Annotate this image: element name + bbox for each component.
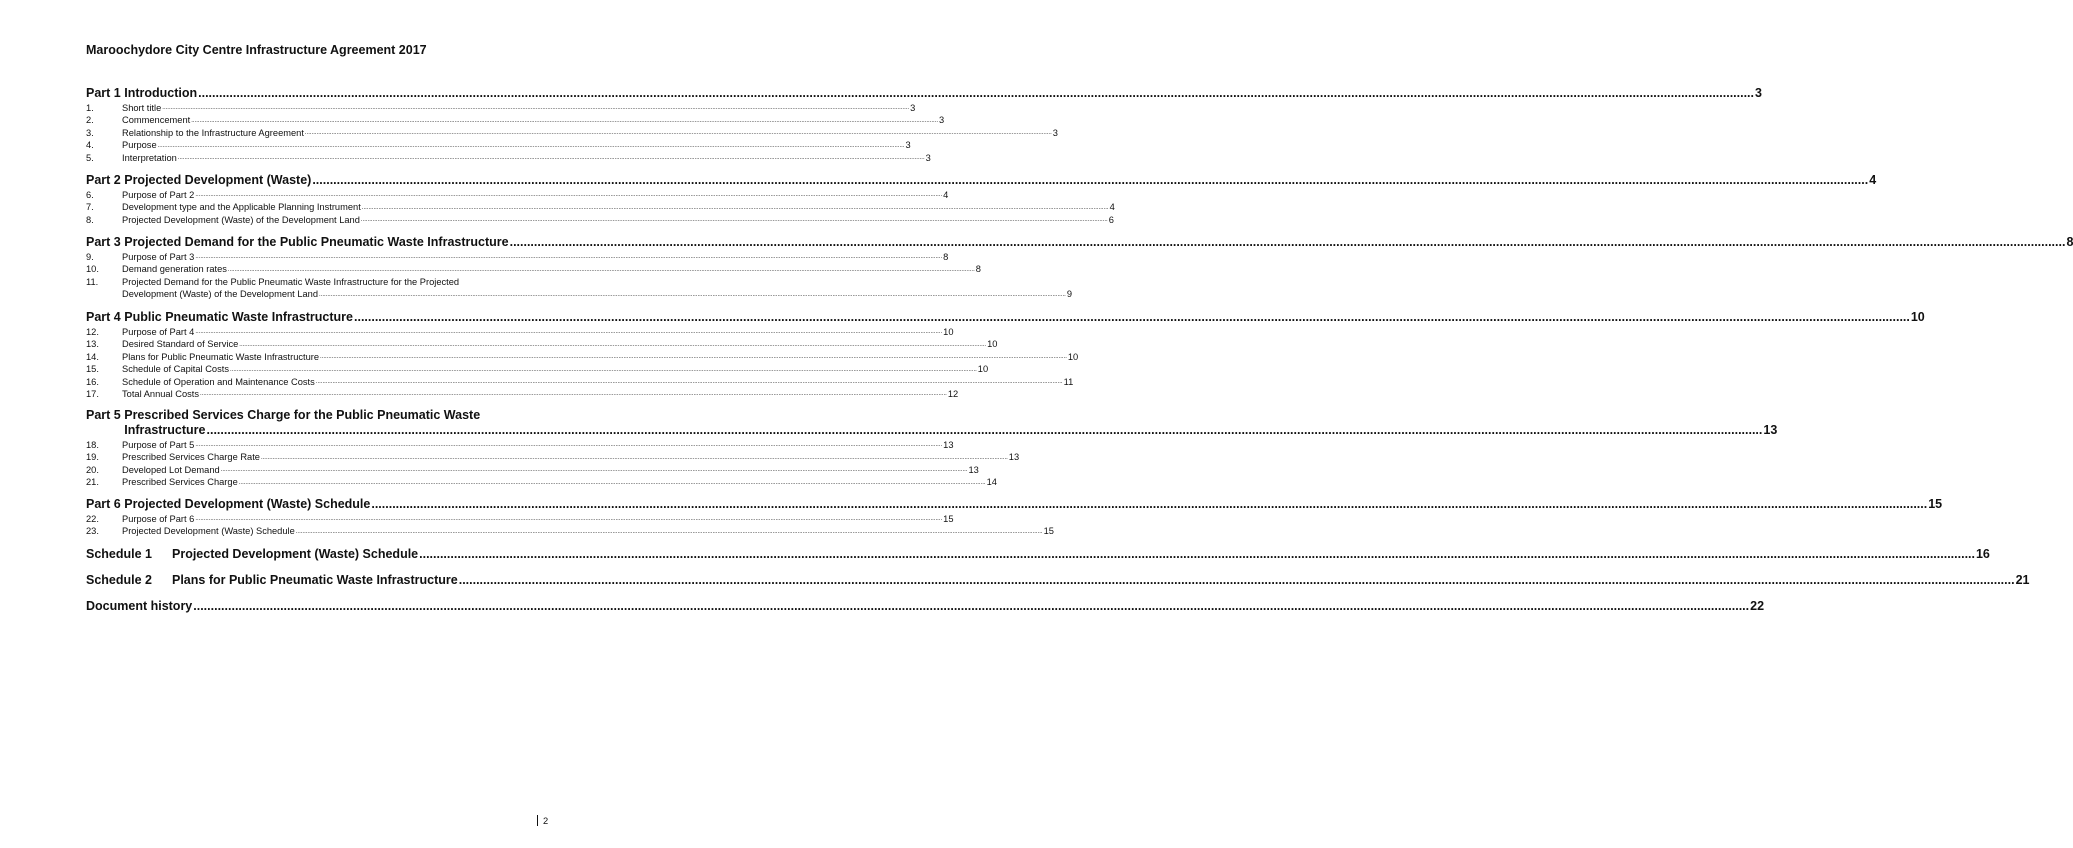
- history-page: 22: [1750, 599, 1765, 613]
- entry-text: Desired Standard of Service: [122, 339, 239, 350]
- toc-part-3: [86, 235, 2073, 301]
- entry-number: 23.: [86, 526, 99, 537]
- entry-text: Development type and the Applicable Planning Instrument: [122, 202, 361, 213]
- entry-text: Plans for Public Pneumatic Waste Infrastructure: [122, 351, 320, 362]
- entry-text: Purpose of Part 3: [122, 252, 195, 262]
- entry-text: Projected Demand for the Public Pneumatic Waste Infrastructure for the Projected: [122, 276, 460, 287]
- dot-leader: [230, 364, 977, 376]
- entry-number: 21.: [86, 477, 99, 488]
- part-page: 8: [2066, 235, 2073, 249]
- dot-leader: [195, 326, 942, 338]
- schedule-label: Schedule 2: [86, 573, 152, 587]
- toc-entry[interactable]: [86, 152, 931, 164]
- dot-leader: [221, 464, 968, 476]
- dot-leader: [362, 202, 1109, 214]
- schedule-heading[interactable]: [86, 547, 1990, 562]
- part-page: 10: [1910, 310, 1925, 324]
- toc-part-4: [86, 310, 1925, 400]
- toc-schedule-2: [86, 573, 2030, 588]
- entry-number: 2.: [86, 115, 94, 126]
- entry-number: 12.: [86, 327, 99, 337]
- dot-leader: [200, 388, 947, 400]
- schedule-title: Plans for Public Pneumatic Waste Infrastructure: [172, 573, 458, 587]
- part-number: Part 5: [86, 408, 121, 422]
- part-number: Part 3: [86, 235, 121, 249]
- entry-text: Total Annual Costs: [122, 389, 200, 400]
- entry-number: 1.: [86, 103, 94, 113]
- entry-text: Short title: [122, 103, 162, 113]
- toc-part-2: [86, 173, 1877, 226]
- page-number: 2: [543, 816, 549, 826]
- toc-part-6: [86, 497, 1943, 538]
- part-page: 4: [1869, 173, 1877, 187]
- entry-text: Prescribed Services Charge Rate: [122, 452, 260, 463]
- entry-page: 13: [943, 440, 954, 450]
- entry-page: 13: [1008, 452, 1020, 463]
- entry-text: Projected Development (Waste) of the Development Land: [122, 214, 360, 225]
- entry-number: 13.: [86, 339, 99, 350]
- document-title: Maroochydore City Centre Infrastructure Agreement 2017: [86, 43, 427, 57]
- toc-entry[interactable]: [86, 263, 981, 275]
- entry-page: 13: [968, 464, 979, 475]
- dot-leader: [316, 376, 1063, 388]
- toc-entry[interactable]: [86, 451, 1020, 463]
- toc-entry[interactable]: [86, 326, 954, 338]
- entry-number: 19.: [86, 452, 99, 463]
- entry-text: Purpose of Part 5: [122, 440, 195, 450]
- dot-leader: [195, 439, 942, 451]
- entry-text: Purpose: [122, 140, 157, 151]
- entry-number: 18.: [86, 440, 99, 450]
- entry-text: Purpose of Part 2: [122, 190, 195, 200]
- dot-leader: [195, 189, 942, 201]
- entry-page: 12: [947, 389, 959, 400]
- history-title: Document history: [86, 599, 193, 613]
- entry-page: 3: [905, 140, 911, 151]
- dot-leader: [305, 127, 1052, 139]
- entry-number: 14.: [86, 351, 99, 362]
- toc-entry[interactable]: [86, 214, 1114, 226]
- entry-page: 14: [986, 477, 997, 488]
- entry-page: 10: [943, 327, 954, 337]
- dot-leader: [459, 573, 2015, 588]
- entry-page: 8: [975, 264, 981, 275]
- entry-number: 15.: [86, 364, 99, 375]
- part-heading[interactable]: [86, 310, 1925, 325]
- part-title: Introduction: [124, 86, 198, 100]
- entry-page: 3: [1052, 127, 1058, 138]
- part-number: Part 2: [86, 173, 121, 187]
- toc-part-1: [86, 86, 1762, 164]
- dot-leader: [371, 497, 1927, 512]
- dot-leader: [312, 173, 1868, 188]
- part-number: Part 1: [86, 86, 121, 100]
- entry-text: Schedule of Capital Costs: [122, 364, 229, 375]
- schedule-label: Schedule 1: [86, 547, 152, 561]
- entry-text: Prescribed Services Charge: [122, 477, 238, 488]
- entry-page: 10: [987, 339, 998, 350]
- entry-number: 8.: [86, 214, 94, 225]
- toc-part-5: [86, 408, 1778, 489]
- entry-text-continued: Development (Waste) of the Development Land: [122, 289, 319, 300]
- dot-leader: [239, 339, 986, 351]
- entry-number: 6.: [86, 190, 94, 200]
- dot-leader: [296, 526, 1043, 538]
- part-heading[interactable]: [86, 497, 1943, 512]
- entry-number: 22.: [86, 514, 99, 524]
- dot-leader: [195, 513, 942, 525]
- toc-entry[interactable]: [86, 102, 916, 114]
- entry-text: Relationship to the Infrastructure Agreement: [122, 127, 304, 138]
- schedule-heading[interactable]: [86, 573, 2030, 588]
- part-title: Projected Demand for the Public Pneumatic Waste Infrastructure: [124, 235, 509, 249]
- entry-page: 10: [1067, 351, 1079, 362]
- entry-text: Purpose of Part 6: [122, 514, 195, 524]
- entry-page: 3: [939, 115, 945, 126]
- dot-leader: [158, 140, 905, 152]
- part-number: Part 6: [86, 497, 121, 511]
- toc-schedule-1: [86, 547, 1990, 562]
- dot-leader: [191, 115, 938, 127]
- entry-page: 6: [1108, 214, 1114, 225]
- part-title: Projected Development (Waste): [124, 173, 312, 187]
- toc-entry[interactable]: [86, 139, 911, 151]
- entry-text: Demand generation rates: [122, 264, 227, 275]
- toc-entry[interactable]: [86, 464, 979, 476]
- toc-entry[interactable]: [86, 525, 1054, 537]
- entry-text: Commencement: [122, 115, 191, 126]
- dot-leader: [228, 264, 975, 276]
- dot-leader: [198, 86, 1754, 101]
- part-heading[interactable]: [86, 235, 2073, 250]
- entry-number: 5.: [86, 152, 94, 163]
- entry-page: 3: [910, 103, 916, 113]
- entry-page: 15: [1043, 526, 1054, 537]
- schedule-page: 16: [1975, 547, 1990, 561]
- part-heading[interactable]: [86, 86, 1762, 101]
- schedule-page: 21: [2015, 573, 2030, 587]
- footer-divider: [537, 815, 538, 826]
- entry-text: Developed Lot Demand: [122, 464, 220, 475]
- part-title: Public Pneumatic Waste Infrastructure: [124, 310, 353, 324]
- dot-leader: [510, 235, 2066, 250]
- dot-leader: [319, 289, 1066, 301]
- toc-entry[interactable]: [86, 376, 1074, 388]
- toc-entry[interactable]: [86, 251, 949, 263]
- toc-entry[interactable]: [86, 363, 989, 375]
- toc-entry[interactable]: [86, 513, 954, 525]
- entry-number: 4.: [86, 140, 94, 151]
- part-title: Prescribed Services Charge for the Public Pneumatic Waste: [124, 408, 481, 422]
- entry-text: Purpose of Part 4: [122, 327, 195, 337]
- part-heading[interactable]: [86, 173, 1877, 188]
- entry-text: Schedule of Operation and Maintenance Costs: [122, 376, 315, 387]
- toc-entry[interactable]: [86, 114, 945, 126]
- toc-entry[interactable]: [86, 276, 1073, 301]
- entry-number: 17.: [86, 389, 99, 400]
- schedule-title: Projected Development (Waste) Schedule: [172, 547, 419, 561]
- part-page: 13: [1763, 423, 1778, 437]
- dot-leader: [195, 251, 942, 263]
- toc-entry[interactable]: [86, 189, 949, 201]
- entry-number: 16.: [86, 376, 99, 387]
- dot-leader: [354, 310, 1910, 325]
- entry-number: 10.: [86, 264, 99, 275]
- entry-text: Interpretation: [122, 152, 177, 163]
- dot-leader: [361, 214, 1108, 226]
- entry-page: 9: [1066, 289, 1073, 300]
- entry-number: 11.: [86, 276, 99, 287]
- part-page: 3: [1755, 86, 1762, 100]
- entry-page: 8: [943, 252, 949, 262]
- entry-page: 10: [977, 364, 989, 375]
- dot-leader: [419, 547, 1975, 562]
- entry-number: 7.: [86, 202, 94, 213]
- toc-entry[interactable]: [86, 439, 954, 451]
- toc-document-history: [86, 599, 1765, 614]
- part-title: Projected Development (Waste) Schedule: [124, 497, 371, 511]
- dot-leader: [320, 351, 1067, 363]
- part-number: Part 4: [86, 310, 121, 324]
- part-page: 15: [1928, 497, 1943, 511]
- toc-entry[interactable]: [86, 388, 959, 400]
- dot-leader: [162, 102, 909, 114]
- toc-entry[interactable]: [86, 338, 998, 350]
- entry-number: 9.: [86, 252, 94, 262]
- dot-leader: [261, 452, 1008, 464]
- entry-number: 3.: [86, 127, 94, 138]
- part-heading[interactable]: [86, 408, 1778, 438]
- history-heading[interactable]: [86, 599, 1765, 614]
- dot-leader: [239, 477, 986, 489]
- entry-number: 20.: [86, 464, 99, 475]
- toc-entry[interactable]: [86, 127, 1058, 139]
- entry-page: 11: [1063, 376, 1074, 387]
- dot-leader: [193, 599, 1749, 614]
- dot-leader: [178, 152, 925, 164]
- entry-page: 4: [1109, 202, 1115, 213]
- toc-entry[interactable]: [86, 476, 997, 488]
- entry-page: 4: [943, 190, 949, 200]
- entry-text: Projected Development (Waste) Schedule: [122, 526, 295, 537]
- entry-page: 3: [925, 152, 931, 163]
- toc-entry[interactable]: [86, 351, 1079, 363]
- page-footer: [537, 815, 548, 826]
- toc-entry[interactable]: [86, 201, 1115, 213]
- entry-page: 15: [943, 514, 954, 524]
- dot-leader: [207, 423, 1763, 438]
- part-title-continued: Infrastructure: [124, 423, 206, 437]
